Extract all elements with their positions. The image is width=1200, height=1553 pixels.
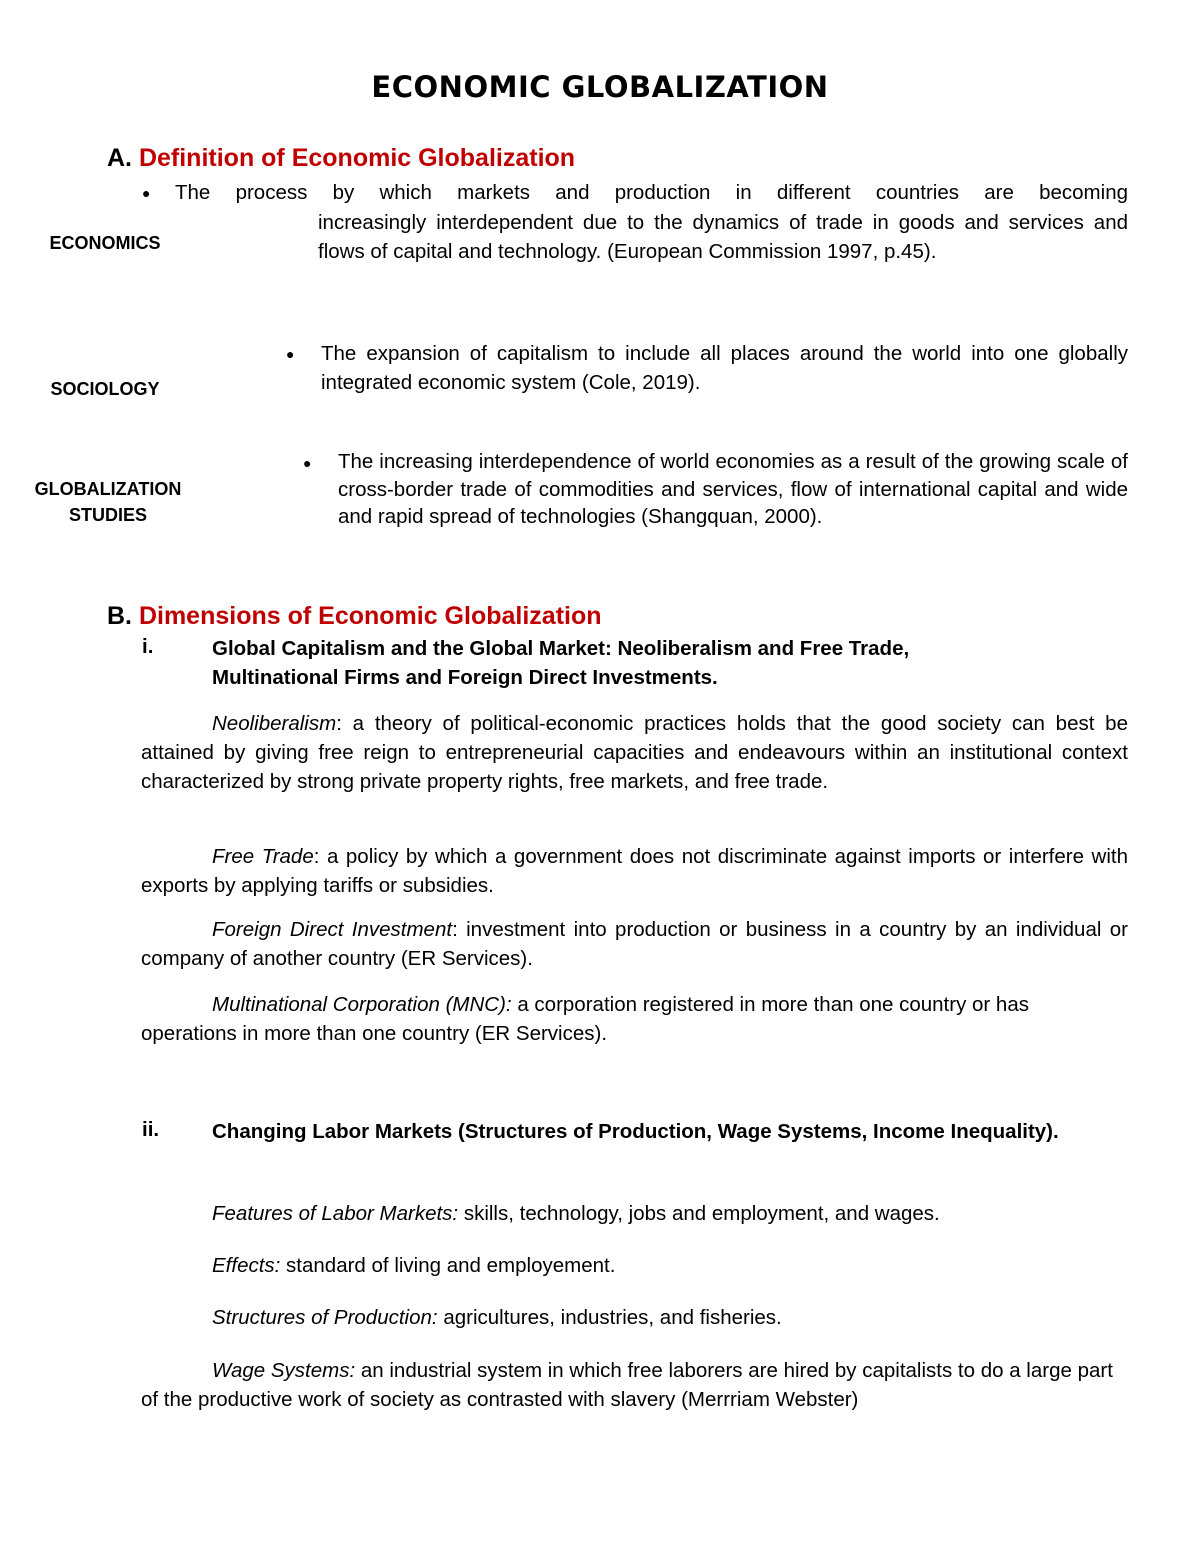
page-title: ECONOMIC GLOBALIZATION [371, 70, 829, 104]
label-globalization-line1: GLOBALIZATION [34, 479, 182, 499]
paragraph-effects [141, 1251, 1128, 1280]
paragraph-fdi [141, 915, 1128, 973]
paragraph-structures [141, 1303, 1128, 1332]
subsection-ii-title: Changing Labor Markets (Structures of Production, Wage Systems, Income Inequality). [212, 1120, 1059, 1143]
definition-economics-first-line: The process by which markets and production in different countries are becoming [175, 181, 1128, 204]
term-wage-systems: Wage Systems: [212, 1359, 356, 1382]
subsection-i-title-line1: Global Capitalism and the Global Market: Neoliberalism and Free Trade, [212, 637, 910, 660]
subsection-i-title-line2: Multinational Firms and Foreign Direct Investments. [212, 666, 718, 689]
term-neoliberalism: Neoliberalism [212, 712, 337, 735]
section-a-heading [107, 144, 575, 173]
bullet-icon: ● [142, 185, 151, 201]
term-fdi: Foreign Direct Investment [212, 918, 453, 941]
term-structures: Structures of Production: [212, 1306, 438, 1329]
desc-structures: agricultures, industries, and fisheries. [437, 1306, 782, 1329]
term-mnc: Multinational Corporation (MNC): [212, 993, 512, 1016]
bullet-icon: ● [303, 455, 312, 471]
desc-neoliberalism: : a theory of political-economic practices holds that the good society can best be attained by giving free reign to entrepreneurial capacities and endeavours within an institutional context characterized by strong private property rights, free markets, and free trade. [141, 712, 1128, 793]
section-a-title: Definition of Economic Globalization [138, 144, 576, 172]
section-a-letter: A. [107, 144, 132, 172]
subsection-ii-numeral: ii. [142, 1118, 160, 1141]
definition-globalization-studies: The increasing interdependence of world economies as a result of the growing scale of cross-border trade of commodities and services, flow of international capital and wide and rapid spread of technologies (Shangquan, 2000). [338, 450, 1128, 528]
paragraph-labor-features [141, 1199, 1128, 1228]
label-globalization-line2: STUDIES [68, 505, 147, 525]
label-economics: ECONOMICS [49, 233, 161, 253]
definition-sociology: The expansion of capitalism to include all places around the world into one globally integrated economic system (Cole, 2019). [321, 342, 1128, 394]
paragraph-mnc [141, 990, 1128, 1048]
term-effects: Effects: [212, 1254, 281, 1277]
desc-labor-features: skills, technology, jobs and employment, and wages. [458, 1202, 940, 1225]
paragraph-neoliberalism [141, 709, 1128, 796]
section-b-letter: B. [107, 602, 132, 630]
section-b-title: Dimensions of Economic Globalization [138, 602, 602, 630]
paragraph-free-trade [141, 842, 1128, 900]
desc-wage-systems: an industrial system in which free laborers are hired by capitalists to do a large part of the productive work of society as contrasted with slavery (Merrriam Webster) [141, 1359, 1113, 1411]
subsection-i-title [212, 634, 1128, 692]
label-globalization-studies [18, 476, 198, 528]
term-labor-features: Features of Labor Markets: [212, 1202, 459, 1225]
subsection-i-numeral: i. [142, 635, 154, 658]
label-sociology: SOCIOLOGY [50, 379, 160, 399]
definition-economics-rest: increasingly interdependent due to the dynamics of trade in goods and services and flows of capital and technology. (European Commission 1997, p.45). [318, 211, 1128, 263]
desc-fdi: : investment into production or business in a country by an individual or company of another country (ER Services). [141, 918, 1129, 970]
paragraph-wage-systems [141, 1356, 1128, 1414]
section-b-heading [107, 602, 602, 631]
desc-free-trade: : a policy by which a government does not discriminate against imports or interfere with exports by applying tariffs or subsidies. [141, 845, 1128, 897]
bullet-icon: ● [286, 346, 295, 362]
desc-effects: standard of living and employement. [280, 1254, 616, 1277]
term-free-trade: Free Trade [212, 845, 314, 868]
desc-mnc: a corporation registered in more than one country or has operations in more than one country (ER Services). [141, 993, 1029, 1045]
